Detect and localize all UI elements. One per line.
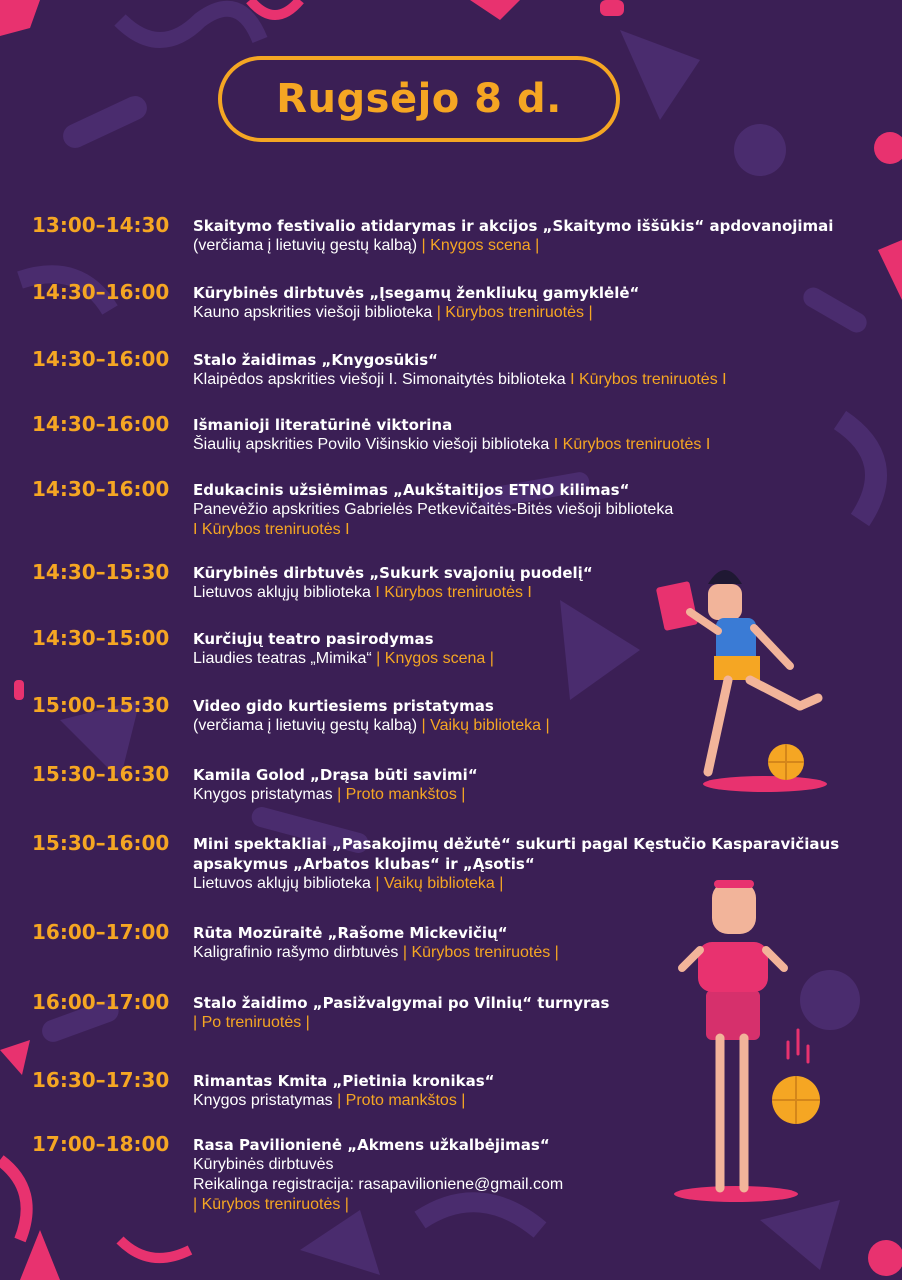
event-detail [193, 520, 873, 540]
event-title: Mini spektakliai „Pasakojimų dėžutė“ sukurti pagal Kęstučio Kasparavičiaus [193, 835, 840, 853]
event-detail: Kaligrafinio rašymo dirbtuvės | Kūrybos treniruotės | [193, 944, 559, 961]
event-time: 14:30–16:00 [32, 477, 170, 501]
event-detail: Šiaulių apskrities Povilo Višinskio viešoji biblioteka I Kūrybos treniruotės I [193, 436, 711, 453]
event-time: 16:00–17:00 [32, 990, 170, 1014]
event-title: Rūta Mozūraitė „Rašome Mickevičių“ [193, 924, 508, 942]
event-title: Skaitymo festivalio atidarymas ir akcijos „Skaitymo iššūkis“ apdovanojimai [193, 217, 834, 235]
event-time: 14:30–15:30 [32, 560, 170, 584]
venue-label: | Vaikų biblioteka | [375, 875, 504, 892]
event-title: Išmanioji literatūrinė viktorina [193, 416, 453, 434]
venue-label: I Kūrybos treniruotės I [375, 584, 532, 601]
event-detail [193, 1195, 873, 1215]
event-title: Kūrybinės dirbtuvės „Sukurk svajonių puodelį“ [193, 564, 593, 582]
event-detail [193, 1013, 873, 1033]
venue-label: I Kūrybos treniruotės I [553, 436, 711, 453]
venue-label: | Po treniruotės | [193, 1014, 310, 1031]
event-detail: (verčiama į lietuvių gestų kalbą) | Knygos scena | [193, 237, 540, 254]
event-time: 16:00–17:00 [32, 920, 170, 944]
venue-label: | Proto mankštos | [337, 1092, 466, 1109]
event-title: Kurčiųjų teatro pasirodymas [193, 630, 434, 648]
venue-label: | Vaikų biblioteka | [421, 717, 550, 734]
event-time: 14:30–15:00 [32, 626, 170, 650]
venue-label: I Kūrybos treniruotės I [570, 371, 727, 388]
event-title-continued: apsakymus „Arbatos klubas“ ir „Ąsotis“ [193, 855, 535, 873]
event-time: 17:00–18:00 [32, 1132, 170, 1156]
event-registration: Reikalinga registracija: rasapavilioniene@gmail.com [193, 1176, 564, 1193]
date-header-pill [218, 56, 620, 142]
event-detail: Klaipėdos apskrities viešoji I. Simonaitytės biblioteka I Kūrybos treniruotės I [193, 371, 727, 388]
event-time: 15:30–16:30 [32, 762, 170, 786]
event-detail: Kauno apskrities viešoji biblioteka | Kūrybos treniruotės | [193, 304, 593, 321]
venue-label: | Knygos scena | [421, 237, 540, 254]
event-title: Edukacinis užsiėmimas „Aukštaitijos ETNO kilimas“ [193, 481, 630, 499]
event-time: 15:00–15:30 [32, 693, 170, 717]
event-title: Kūrybinės dirbtuvės „Įsegamų ženkliukų gamyklėlė“ [193, 284, 640, 302]
event-title: Stalo žaidimas „Knygosūkis“ [193, 351, 439, 369]
venue-label: | Kūrybos treniruotės | [402, 944, 559, 961]
event-title: Rimantas Kmita „Pietinia kronikas“ [193, 1072, 495, 1090]
event-detail: Liaudies teatras „Mimika“ | Knygos scena | [193, 650, 494, 667]
venue-label: | Proto mankštos | [337, 786, 466, 803]
event-detail: Lietuvos aklųjų biblioteka | Vaikų biblioteka | [193, 875, 504, 892]
event-detail: Panevėžio apskrities Gabrielės Petkevičaitės-Bitės viešoji biblioteka [193, 501, 674, 518]
event-time: 16:30–17:30 [32, 1068, 170, 1092]
page-title: Rugsėjo 8 d. [276, 76, 562, 122]
event-detail: Knygos pristatymas | Proto mankštos | [193, 786, 466, 803]
venue-label: | Kūrybos treniruotės | [436, 304, 593, 321]
venue-label: | Knygos scena | [376, 650, 494, 667]
event-detail: Kūrybinės dirbtuvės [193, 1156, 334, 1173]
event-title: Video gido kurtiesiems pristatymas [193, 697, 494, 715]
event-detail: Knygos pristatymas | Proto mankštos | [193, 1092, 466, 1109]
event-time: 15:30–16:00 [32, 831, 170, 855]
event-time: 13:00–14:30 [32, 213, 170, 237]
event-detail: (verčiama į lietuvių gestų kalbą) | Vaikų biblioteka | [193, 717, 550, 734]
event-time: 14:30–16:00 [32, 280, 170, 304]
event-title: Stalo žaidimo „Pasižvalgymai po Vilnių“ turnyras [193, 994, 610, 1012]
venue-label: I Kūrybos treniruotės I [193, 521, 350, 538]
event-title: Kamila Golod „Drąsa būti savimi“ [193, 766, 478, 784]
event-time: 14:30–16:00 [32, 412, 170, 436]
event-time: 14:30–16:00 [32, 347, 170, 371]
event-title: Rasa Pavilionienė „Akmens užkalbėjimas“ [193, 1136, 550, 1154]
venue-label: | Kūrybos treniruotės | [193, 1196, 349, 1213]
event-detail: Lietuvos aklųjų biblioteka I Kūrybos treniruotės I [193, 584, 532, 601]
